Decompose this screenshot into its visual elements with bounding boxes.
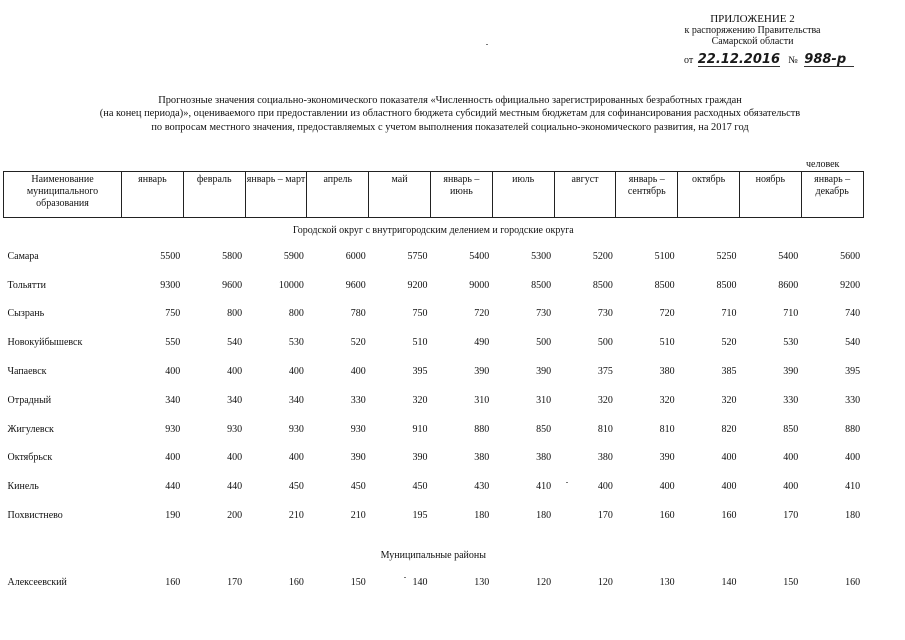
value-cell: 5400 — [778, 250, 799, 262]
value-cell: 10000 — [278, 279, 304, 291]
value-cell: 320 — [721, 394, 737, 406]
value-cell: 400 — [721, 452, 737, 464]
value-cell: 160 — [165, 576, 181, 588]
column-header: февраль — [183, 172, 245, 218]
appendix-block — [640, 14, 865, 47]
column-header: январь — [122, 172, 184, 218]
table-row — [4, 472, 864, 501]
value-cell: 400 — [227, 366, 243, 378]
municipality-name: Тольятти — [7, 279, 46, 291]
value-cell: 9000 — [469, 279, 490, 291]
table-row — [4, 386, 864, 415]
value-cell: 490 — [474, 337, 490, 349]
value-cell: 410 — [845, 481, 861, 493]
value-cell: 180 — [474, 510, 490, 522]
value-cell: 710 — [721, 308, 737, 320]
value-cell: 120 — [536, 576, 552, 588]
value-cell: 750 — [412, 308, 428, 320]
value-cell: 9200 — [840, 279, 861, 291]
value-cell: 710 — [783, 308, 799, 320]
table-row — [4, 242, 864, 271]
value-cell: 5600 — [840, 250, 861, 262]
section-title: Городской округ с внутригородским делением и городские округа — [292, 224, 574, 236]
section-row — [4, 218, 864, 243]
value-cell: 140 — [412, 576, 428, 588]
value-cell: 400 — [288, 452, 304, 464]
value-cell: 510 — [659, 337, 675, 349]
column-header: январь – июнь — [430, 172, 492, 218]
value-cell: 380 — [536, 452, 552, 464]
value-cell: 500 — [536, 337, 552, 349]
column-header: август — [554, 172, 616, 218]
spacer-row — [4, 530, 864, 544]
value-cell: 5900 — [283, 250, 304, 262]
heading-line-3: по вопросам местного значения, предоставляемых с учетом выполнения показателей социально-экономического развития, на 2017 год — [151, 121, 749, 133]
value-cell: 160 — [721, 510, 737, 522]
value-cell: 170 — [597, 510, 613, 522]
column-header: май — [369, 172, 431, 218]
value-cell: 395 — [412, 366, 428, 378]
value-cell: 800 — [227, 308, 243, 320]
value-cell: 930 — [288, 423, 304, 435]
value-cell: 380 — [474, 452, 490, 464]
value-cell: 8500 — [654, 279, 675, 291]
value-cell: 5800 — [222, 250, 243, 262]
column-header: июль — [492, 172, 554, 218]
value-cell: 390 — [783, 366, 799, 378]
table-row — [4, 271, 864, 300]
municipality-name: Алексеевский — [7, 576, 67, 588]
value-cell: 720 — [659, 308, 675, 320]
value-cell: 9200 — [407, 279, 428, 291]
value-cell: 5300 — [531, 250, 552, 262]
value-cell: 8500 — [592, 279, 613, 291]
value-cell: 150 — [783, 576, 799, 588]
table-row — [4, 357, 864, 386]
value-cell: 380 — [597, 452, 613, 464]
municipality-name: Новокуйбышевск — [7, 337, 83, 349]
column-header: январь – сентябрь — [616, 172, 678, 218]
value-cell: 130 — [474, 576, 490, 588]
value-cell: 160 — [288, 576, 304, 588]
column-header: январь – декабрь — [801, 172, 863, 218]
value-cell: 320 — [412, 394, 428, 406]
value-cell: 210 — [350, 510, 366, 522]
value-cell: 540 — [227, 337, 243, 349]
municipality-name: Самара — [7, 250, 39, 262]
value-cell: 400 — [350, 366, 366, 378]
order-date: 22.12.2016 — [697, 52, 780, 67]
value-cell: 810 — [597, 423, 613, 435]
municipality-name: Жигулевск — [7, 423, 54, 435]
value-cell: 910 — [412, 423, 428, 435]
value-cell: 850 — [536, 423, 552, 435]
value-cell: 850 — [783, 423, 799, 435]
value-cell: 160 — [845, 576, 861, 588]
value-cell: 380 — [659, 366, 675, 378]
order-number: 988-р — [804, 53, 854, 67]
value-cell: 440 — [165, 481, 181, 493]
value-cell: 170 — [227, 576, 243, 588]
value-cell: 400 — [721, 481, 737, 493]
municipality-name: Отрадный — [7, 394, 52, 406]
column-header: январь – март — [245, 172, 307, 218]
value-cell: 120 — [597, 576, 613, 588]
column-header: ноябрь — [739, 172, 801, 218]
value-cell: 550 — [165, 337, 181, 349]
value-cell: 180 — [536, 510, 552, 522]
value-cell: 170 — [783, 510, 799, 522]
value-cell: 5100 — [654, 250, 675, 262]
value-cell: 930 — [227, 423, 243, 435]
value-cell: 720 — [474, 308, 490, 320]
value-cell: 140 — [721, 576, 737, 588]
value-cell: 320 — [597, 394, 613, 406]
value-cell: 340 — [227, 394, 243, 406]
value-cell: 750 — [165, 308, 181, 320]
appendix-line-1: к распоряжению Правительства — [684, 25, 821, 36]
value-cell: 520 — [350, 337, 366, 349]
value-cell: 390 — [412, 452, 428, 464]
value-cell: 5750 — [407, 250, 428, 262]
section-title: Муниципальные районы — [380, 550, 486, 562]
value-cell: 180 — [845, 510, 861, 522]
table-row — [4, 501, 864, 530]
value-cell: 410 — [536, 481, 552, 493]
value-cell: 330 — [350, 394, 366, 406]
spacer-cell — [4, 530, 864, 544]
value-cell: 510 — [412, 337, 428, 349]
value-cell: 400 — [288, 366, 304, 378]
value-cell: 880 — [845, 423, 861, 435]
value-cell: 810 — [659, 423, 675, 435]
value-cell: 500 — [597, 337, 613, 349]
heading-line-1: Прогнозные значения социально-экономического показателя «Численность официально зарегистрированных безработных граждан — [158, 95, 742, 106]
value-cell: 9300 — [160, 279, 181, 291]
value-cell: 6000 — [345, 250, 366, 262]
value-cell: 390 — [536, 366, 552, 378]
value-cell: 320 — [659, 394, 675, 406]
value-cell: 440 — [227, 481, 243, 493]
value-cell: 5400 — [469, 250, 490, 262]
value-cell: 820 — [721, 423, 737, 435]
value-cell: 130 — [659, 576, 675, 588]
value-cell: 395 — [845, 366, 861, 378]
municipality-name: Похвистнево — [7, 510, 63, 522]
order-reference — [684, 53, 854, 67]
value-cell: 8500 — [531, 279, 552, 291]
section-row — [4, 544, 864, 568]
value-cell: 330 — [845, 394, 861, 406]
value-cell: 5500 — [160, 250, 181, 262]
value-cell: 210 — [288, 510, 304, 522]
value-cell: 5250 — [716, 250, 737, 262]
value-cell: 930 — [165, 423, 181, 435]
value-cell: 430 — [474, 481, 490, 493]
table-row — [4, 444, 864, 473]
unit-label: человек — [806, 159, 840, 170]
value-cell: 520 — [721, 337, 737, 349]
value-cell: 450 — [350, 481, 366, 493]
value-cell: 400 — [659, 481, 675, 493]
value-cell: 310 — [536, 394, 552, 406]
value-cell: 780 — [350, 308, 366, 320]
table-row — [4, 328, 864, 357]
column-header: апрель — [307, 172, 369, 218]
municipality-name: Кинель — [7, 481, 39, 493]
value-cell: 190 — [165, 510, 181, 522]
value-cell: 150 — [350, 576, 366, 588]
value-cell: 9600 — [345, 279, 366, 291]
value-cell: 730 — [597, 308, 613, 320]
value-cell: 540 — [845, 337, 861, 349]
value-cell: 390 — [659, 452, 675, 464]
order-number-label: № — [788, 55, 798, 66]
document-heading — [40, 94, 860, 134]
table-row — [4, 300, 864, 329]
value-cell: 8500 — [716, 279, 737, 291]
order-from-label: от — [684, 55, 694, 66]
value-cell: 340 — [165, 394, 181, 406]
column-header: Наименование муниципального образования — [4, 172, 122, 218]
value-cell: 530 — [288, 337, 304, 349]
value-cell: 930 — [350, 423, 366, 435]
value-cell: 530 — [783, 337, 799, 349]
value-cell: 375 — [597, 366, 613, 378]
value-cell: 8600 — [778, 279, 799, 291]
value-cell: 400 — [783, 481, 799, 493]
value-cell: 160 — [659, 510, 675, 522]
value-cell: 5200 — [592, 250, 613, 262]
value-cell: 730 — [536, 308, 552, 320]
value-cell: 310 — [474, 394, 490, 406]
value-cell: 880 — [474, 423, 490, 435]
value-cell: 400 — [165, 366, 181, 378]
value-cell: 330 — [783, 394, 799, 406]
municipality-name: Октябрьск — [7, 452, 53, 464]
value-cell: 390 — [474, 366, 490, 378]
scan-speck — [486, 44, 488, 45]
value-cell: 450 — [288, 481, 304, 493]
value-cell: 200 — [227, 510, 243, 522]
value-cell: 400 — [165, 452, 181, 464]
value-cell: 400 — [227, 452, 243, 464]
municipality-name: Сызрань — [7, 308, 45, 320]
value-cell: 800 — [288, 308, 304, 320]
heading-line-2: (на конец периода)», оцениваемого при предоставлении из областного бюджета субсидий местным бюджетам для софинансирования расходных обязательств — [99, 108, 801, 120]
table-row — [4, 415, 864, 444]
value-cell: 385 — [721, 366, 737, 378]
value-cell: 195 — [412, 510, 428, 522]
value-cell: 9600 — [222, 279, 243, 291]
column-header: октябрь — [678, 172, 740, 218]
value-cell: 390 — [350, 452, 366, 464]
value-cell: 450 — [412, 481, 428, 493]
value-cell: 400 — [845, 452, 861, 464]
municipality-name: Чапаевск — [7, 366, 47, 378]
value-cell: 400 — [783, 452, 799, 464]
value-cell: 340 — [288, 394, 304, 406]
value-cell: 740 — [845, 308, 861, 320]
indicator-table — [3, 171, 864, 597]
appendix-title: ПРИЛОЖЕНИЕ 2 — [710, 13, 795, 25]
appendix-line-2: Самарской области — [711, 36, 794, 47]
table-row — [4, 568, 864, 597]
header-row — [4, 172, 864, 218]
value-cell: 400 — [597, 481, 613, 493]
